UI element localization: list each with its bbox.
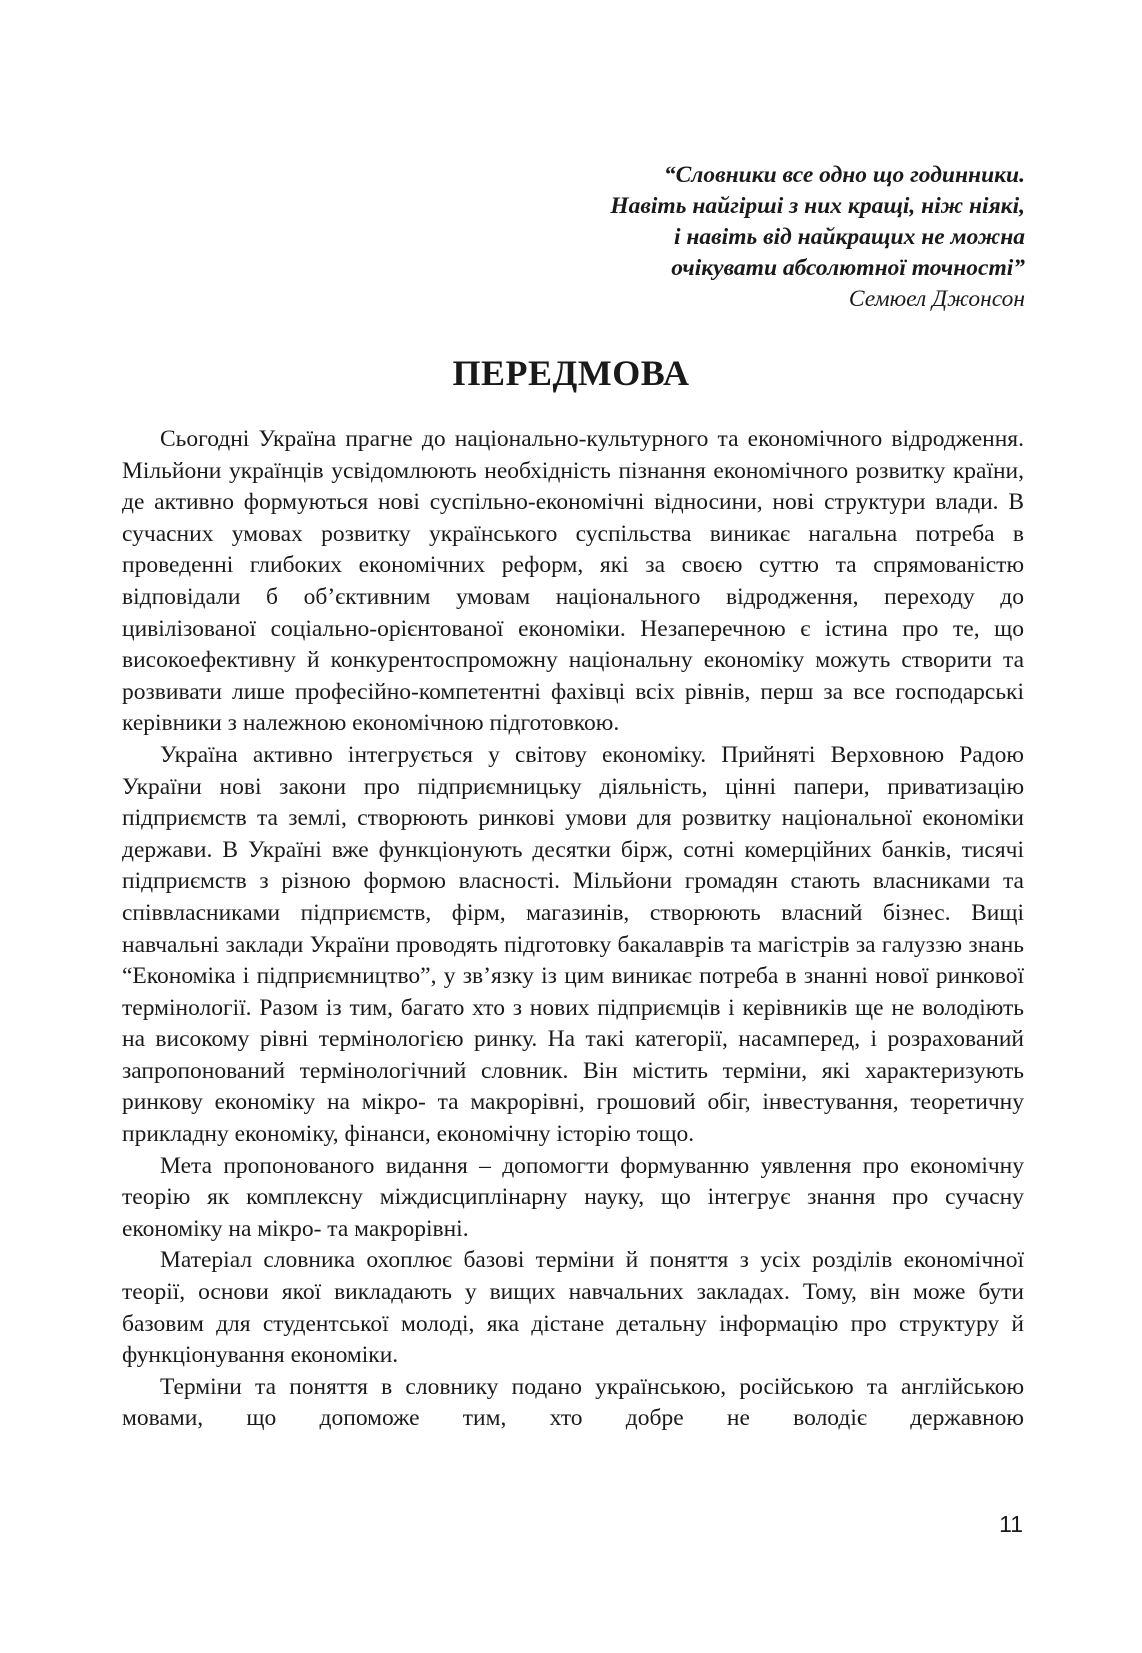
page-title: ПЕРЕДМОВА bbox=[452, 353, 690, 393]
page-number: 11 bbox=[999, 1511, 1023, 1537]
paragraph: Терміни та поняття в словнику подано українською, російською та англійською мовами, що допоможе тим, хто добре не володіє державною bbox=[122, 1373, 1024, 1432]
epigraph-line: “Словники все одно що годинники. bbox=[663, 162, 1025, 188]
epigraph-line: очікувати абсолютної точності” bbox=[671, 255, 1025, 281]
epigraph-line: і навіть від найкращих не можна bbox=[673, 224, 1025, 250]
paragraph: Матеріал словника охоплює базові терміни й поняття з усіх розділів економічної теорії, основи якої викладають у вищих навчальних закладах. Тому, він може бути базовим для студентської молоді, яка дістане детальну інформацію про структуру й функціонування економіки. bbox=[122, 1247, 1024, 1369]
epigraph-author: Семюел Джонсон bbox=[848, 286, 1025, 312]
paragraph: Мета пропонованого видання – допомогти формуванню уявлення про економічну теорію як комплексну міждисциплінарну науку, що інтегрує знання про сучасну економіку на мікро- та макрорівні. bbox=[122, 1152, 1024, 1242]
epigraph bbox=[465, 160, 1025, 315]
epigraph-line: Навіть найгірші з них кращі, ніж ніякі, bbox=[610, 193, 1025, 219]
body-text bbox=[122, 424, 1024, 1435]
paragraph: Україна активно інтегрується у світову економіку. Прийняті Верховною Радою України нові закони про підприємницьку діяльність, цінні папери, приватизацію підприємств та землі, створюють ринкові умови для розвитку національної економіки держави. В Україні вже функціонують десятки бірж, сотні комерційних банків, тисячі підприємств з різною формою власності. Мільйони громадян стають власниками та співвласниками підприємств, фірм, магазинів, створюють власний бізнес. Вищі навчальні заклади України проводять підготовку бакалаврів та магістрів за галуззю знань “Економіка і підприємництво”, у зв’язку із цим виникає потреба в знанні нової ринкової термінології. Разом із тим, багато хто з нових підприємців і керівників ще не володіють на високому рівні термінологією ринку. На такі категорії, насамперед, і розрахований запропонований термінологічний словник. Він містить терміни, які характеризують ринкову економіку на мікро- та макрорівні, грошовий обіг, інвестування, теоретичну прикладну економіку, фінанси, економічну історію тощо. bbox=[122, 741, 1024, 1148]
paragraph: Сьогодні Україна прагне до національно-культурного та економічного відродження. Мільйони українців усвідомлюють необхідність пізнання економічного розвитку країни, де активно формуються нові суспільно-економічні відносини, нові структури влади. В сучасних умовах розвитку українського суспільства виникає нагальна потреба в проведенні глибоких економічних реформ, які за своєю суттю та спрямованістю відповідали б об’єктивним умовам національного відродження, переходу до цивілізованої соціально-орієнтованої економіки. Незаперечною є істина про те, що високоефективну й конкурентоспроможну національну економіку можуть створити та розвивати лише професійно-компетентні фахівці всіх рівнів, перш за все господарські керівники з належною економічною підготовкою. bbox=[122, 426, 1024, 737]
